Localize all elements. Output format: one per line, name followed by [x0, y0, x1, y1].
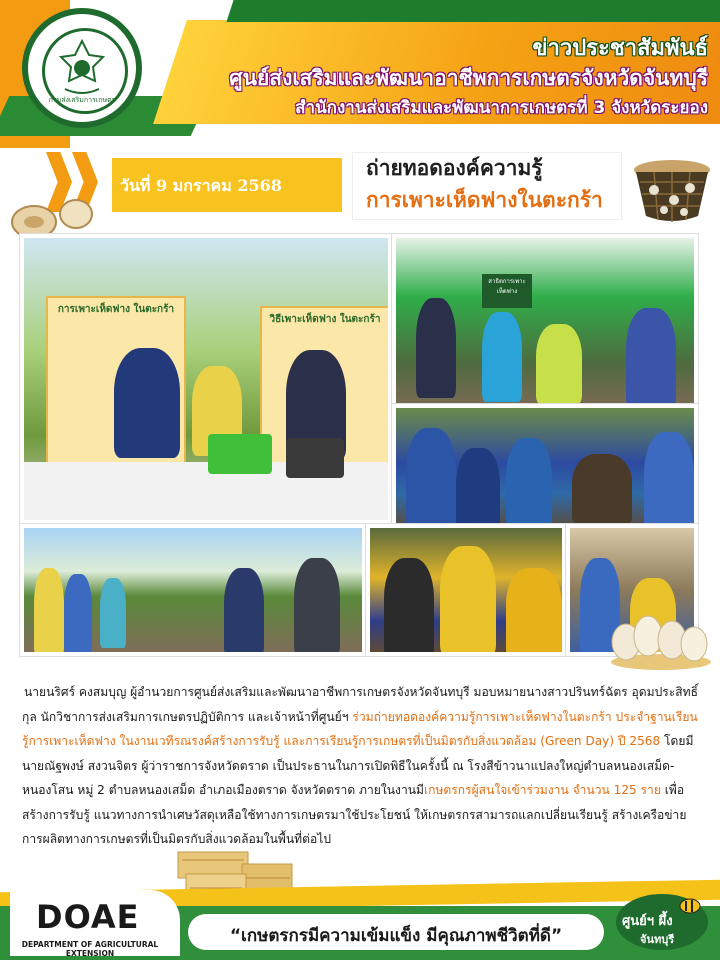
- photo-tent-station: [392, 234, 698, 410]
- news-date: วันที่ 9 มกราคม 2568: [120, 176, 282, 195]
- participant: [100, 578, 126, 648]
- staff-person: [114, 348, 180, 458]
- header-title: ข่าวประชาสัมพันธ์: [532, 36, 708, 61]
- mushroom-basket-icon: [630, 150, 714, 228]
- header-green-stripe: [226, 0, 720, 22]
- mushroom-cluster-icon: [606, 602, 716, 672]
- poster-left-title: การเพาะเห็ดฟาง ในตะกร้า: [57, 304, 175, 315]
- participant: [416, 298, 456, 398]
- doae-seal-logo: [22, 8, 142, 128]
- green-basket: [208, 434, 272, 474]
- photo-crowd: [20, 524, 366, 656]
- body-highlight-activity: ร่วมถ่ายทอดองค์ความรู้การเพาะเห็ดฟางในตะกร้า ประจำฐานเรียนรู้การเพาะเห็ดฟาง ในงานเวทีรณรงค์สร้างการรับรู้ และการเรียนรู้การเกษตรที่เป็นมิตรกับสิ่งแวดล้อม (Green Day) ปี 2568: [22, 709, 698, 748]
- participant: [224, 568, 264, 656]
- black-basket: [286, 438, 344, 478]
- photo-hands-on: [392, 404, 698, 534]
- body-conclusion: เพื่อสร้างการรับรู้ แนวทางการนำเศษวัสดุเหลือใช้ทางการเกษตรมาใช้ประโยชน์ ให้เกษตรกรสามารถแลกเปลี่ยนเรียนรู้ สร้างเครือข่ายการผลิตทางการเกษตรที่เป็นมิตรกับสิ่งแวดล้อมในพื้นที่ต่อไป: [22, 783, 687, 846]
- participant: [34, 568, 64, 656]
- participant: [64, 574, 92, 654]
- bee-center-location: จันทบุรี: [640, 933, 675, 946]
- doae-logo: DOAE: [36, 898, 140, 936]
- bee-center-name: ศูนย์ฯ ผึ้ง: [622, 914, 673, 929]
- body-intro: นายนริศร์ คงสมบุญ ผู้อำนวยการศูนย์ส่งเสริมและพัฒนาอาชีพการเกษตรจังหวัดจันทบุรี มอบหมายนางสาวปรินทร์ฉัตร อุดมประสิทธิ์กุล นักวิชาการส่งเสริมการเกษตรปฏิบัติการ และเจ้าหน้าที่ศูนย์ฯ: [22, 685, 699, 724]
- body-highlight-participants: เกษตรกรผู้สนใจเข้าร่วมงาน จำนวน 125 ราย: [424, 783, 661, 797]
- topic-line-2: การเพาะเห็ดฟางในตะกร้า: [366, 188, 603, 212]
- participant: [644, 432, 694, 534]
- basket-soil: [572, 454, 632, 524]
- participant: [384, 558, 434, 656]
- seal-caption: กรมส่งเสริมการเกษตร: [48, 96, 116, 104]
- doae-org-name: DEPARTMENT OF AGRICULTURAL EXTENSION: [21, 940, 159, 958]
- topic-line-1: ถ่ายทอดองค์ความรู้: [366, 156, 543, 180]
- header-center-name: ศูนย์ส่งเสริมและพัฒนาอาชีพการเกษตรจังหวัดจันทบุรี: [229, 66, 708, 90]
- header-office-name: สำนักงานส่งเสริมและพัฒนาการเกษตรที่ 3 จังหวัดระยอง: [295, 98, 708, 118]
- photo-workshop: [366, 524, 566, 656]
- tent-sign: สาธิตการเพาะเห็ดฟาง: [482, 274, 532, 308]
- participant: [506, 568, 562, 656]
- participant: [406, 428, 456, 534]
- participant: [294, 558, 340, 656]
- participant: [482, 312, 522, 402]
- photo-demo-booth: [20, 234, 392, 524]
- participant: [506, 438, 552, 534]
- participant: [440, 546, 496, 656]
- participant: [626, 308, 676, 408]
- footer-slogan: “เกษตรกรมีความเข้มแข็ง มีคุณภาพชีวิตที่ดี”: [229, 926, 563, 946]
- news-body: [22, 680, 702, 852]
- participant: [536, 324, 582, 404]
- poster-right-title: วิธีเพาะเห็ดฟาง ในตะกร้า: [269, 314, 381, 325]
- participant: [456, 448, 500, 534]
- body-middle: โดยมี นายณัฐพงษ์ สงวนจิตร ผู้ว่าราชการจังหวัดตราด เป็นประธานในการเปิดพิธีในครั้งนี้ ณ โรงสีข้าวนาแปลงใหญ่ตำบลหนองเสม็ด-หนองโสน หมู่ 2 ตำบลหนองเสม็ด อำเภอเมืองตราด จังหวัดตราด ภายในงานมี: [22, 734, 694, 797]
